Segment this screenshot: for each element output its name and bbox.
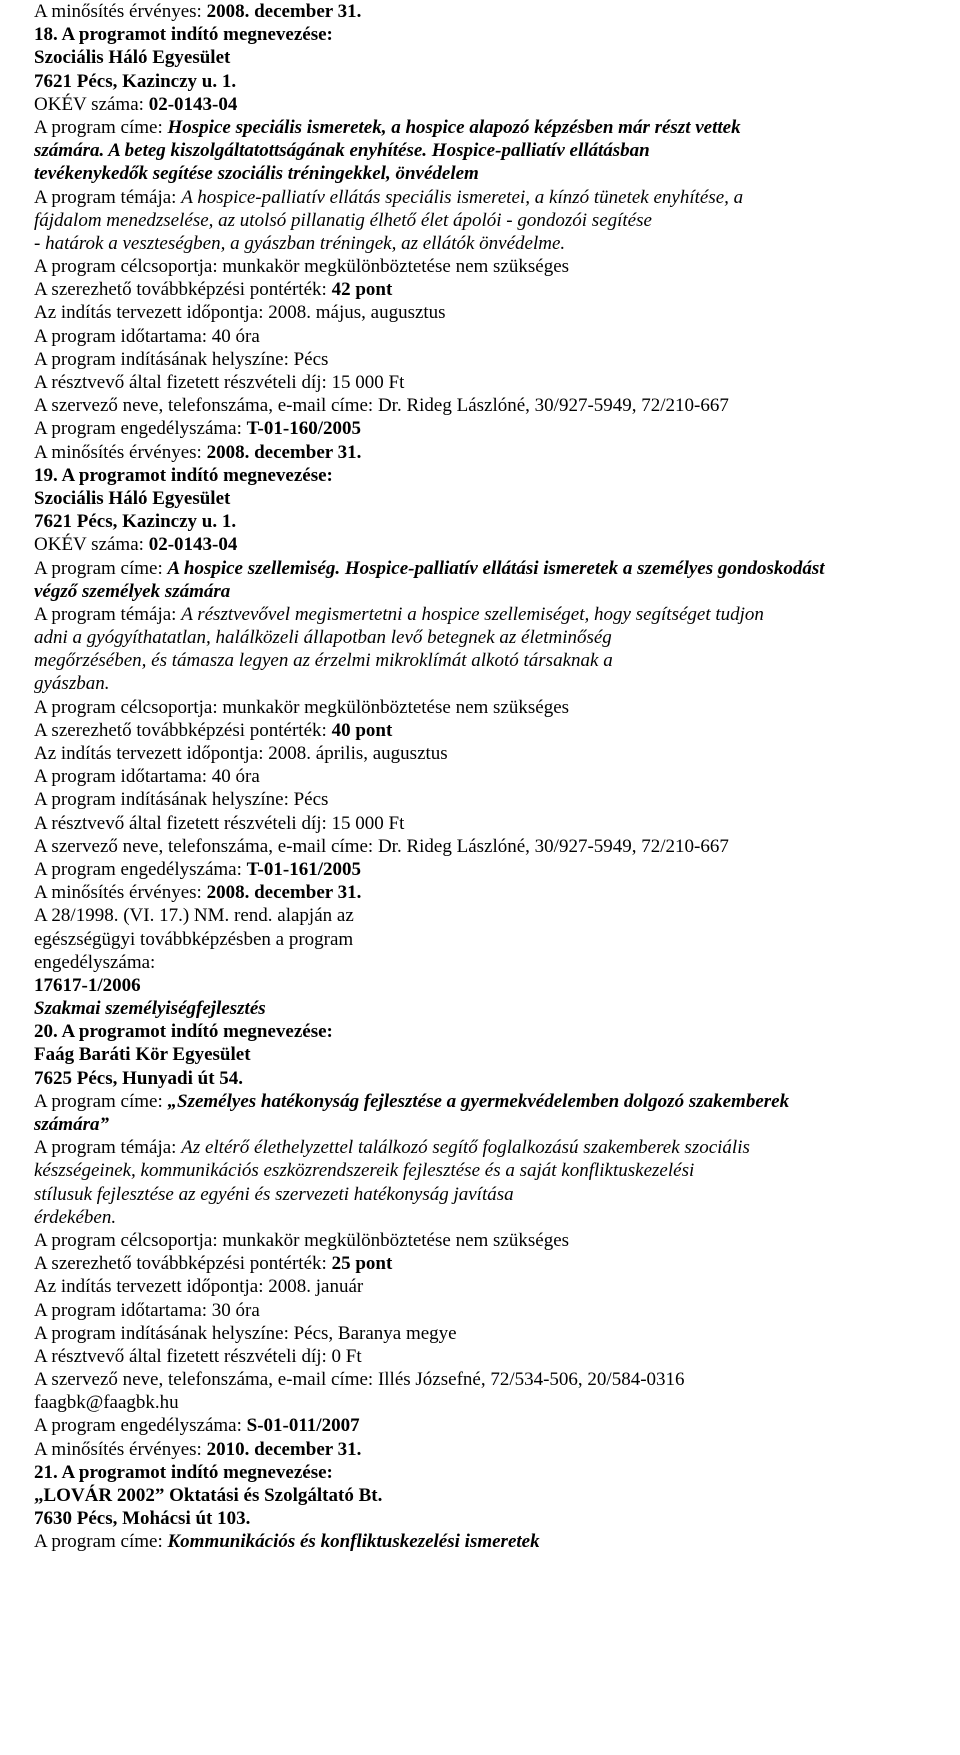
text-line <box>34 580 954 603</box>
text-line <box>34 371 954 394</box>
text-run: A program időtartama: 40 óra <box>34 766 260 788</box>
text-line <box>34 301 954 324</box>
text-run: Az indítás tervezett időpontja: 2008. április, augusztus <box>34 743 448 764</box>
text-run: A 28/1998. (VI. 17.) NM. rend. alapján az <box>34 905 354 927</box>
text-line <box>34 1322 954 1345</box>
text-line <box>34 394 954 417</box>
text-line <box>34 765 954 788</box>
text-line <box>34 1345 954 1368</box>
text-run: Az indítás tervezett időpontja: 2008. május, augusztus <box>34 302 446 324</box>
text-line <box>34 1461 954 1484</box>
text-line <box>34 1530 954 1553</box>
text-run: A szerezhető továbbképzési pontérték: <box>34 1253 332 1275</box>
text-line <box>34 557 954 580</box>
text-line <box>34 325 954 348</box>
text-run: 02-0143-04 <box>148 534 238 556</box>
text-run: OKÉV száma: <box>34 534 149 556</box>
text-line <box>34 232 954 255</box>
text-run: A program engedélyszáma: <box>34 858 247 880</box>
text-run: 2010. december 31. <box>206 1438 362 1460</box>
text-run: 25 pont <box>331 1253 393 1275</box>
text-line <box>34 70 954 93</box>
text-run: A hospice-palliatív ellátás speciális ismeretei, a kínzó tünetek enyhítése, a <box>181 186 744 208</box>
text-run: stílusuk fejlesztése az egyéni és szervezeti hatékonyság javítása <box>34 1183 514 1205</box>
text-run: A program célcsoportja: munkakör megkülönböztetése nem szükséges <box>34 256 570 278</box>
text-run: készségeinek, kommunikációs eszközrendszereik fejlesztése és a saját konfliktuskezelési <box>34 1160 695 1182</box>
text-run: A szerezhető továbbképzési pontérték: <box>34 719 332 741</box>
text-line <box>34 1020 954 1043</box>
text-run: A program címe: <box>34 1531 168 1553</box>
text-run: 2008. december 31. <box>206 1 362 22</box>
text-run: T-01-161/2005 <box>246 858 361 880</box>
text-run: engedélyszáma: <box>34 951 156 973</box>
text-run: számára. A beteg kiszolgáltatottságának enyhítése. Hospice-palliatív ellátásban <box>34 140 650 162</box>
text-line <box>34 93 954 116</box>
text-run: A minősítés érvényes: <box>34 1 207 22</box>
text-line <box>34 278 954 301</box>
text-run: A hospice szellemiség. Hospice-palliatív ellátási ismeretek a személyes gondoskodást <box>167 557 825 579</box>
text-run: - határok a veszteségben, a gyászban tréningek, az ellátók önvédelme. <box>34 232 566 254</box>
text-run: A program címe: <box>34 116 168 138</box>
text-run: A program engedélyszáma: <box>34 418 247 440</box>
text-line <box>34 348 954 371</box>
text-line <box>34 464 954 487</box>
text-line <box>34 417 954 440</box>
text-line <box>34 812 954 835</box>
text-run: gyászban. <box>34 673 110 695</box>
text-line <box>34 1299 954 1322</box>
text-run: A résztvevő által fizetett részvételi díj: 15 000 Ft <box>34 812 405 834</box>
text-line <box>34 1183 954 1206</box>
text-line <box>34 997 954 1020</box>
text-run: T-01-160/2005 <box>246 418 361 440</box>
text-line <box>34 186 954 209</box>
text-line <box>34 1159 954 1182</box>
text-line <box>34 1438 954 1461</box>
text-run: 42 pont <box>331 279 393 301</box>
text-run: A szervező neve, telefonszáma, e-mail címe: Illés Józsefné, 72/534-506, 20/584-0316 <box>34 1369 685 1391</box>
text-line <box>34 858 954 881</box>
text-line <box>34 788 954 811</box>
text-line <box>34 603 954 626</box>
text-line <box>34 255 954 278</box>
text-run: 2008. december 31. <box>206 441 362 463</box>
text-run: egészségügyi továbbképzésben a program <box>34 928 354 950</box>
text-line <box>34 928 954 951</box>
text-run: „LOVÁR 2002” Oktatási és Szolgáltató Bt. <box>34 1485 383 1506</box>
text-line <box>34 46 954 69</box>
text-line <box>34 835 954 858</box>
text-run: A program időtartama: 30 óra <box>34 1299 260 1321</box>
text-run: 18. A programot indító megnevezése: <box>34 24 333 46</box>
text-line <box>34 1229 954 1252</box>
text-line <box>34 1252 954 1275</box>
text-run: A résztvevő által fizetett részvételi díj: 15 000 Ft <box>34 372 405 393</box>
text-line <box>34 139 954 162</box>
text-run: A program címe: <box>34 1090 168 1112</box>
text-run: A szervező neve, telefonszáma, e-mail címe: Dr. Rideg Lászlóné, 30/927-5949, 72/210-667 <box>34 835 729 857</box>
text-run: 19. A programot indító megnevezése: <box>34 464 333 486</box>
text-line <box>34 974 954 997</box>
text-run: A minősítés érvényes: <box>34 1438 207 1460</box>
text-run: 20. A programot indító megnevezése: <box>34 1021 333 1043</box>
text-run: A szerezhető továbbképzési pontérték: <box>34 279 332 301</box>
text-line <box>34 672 954 695</box>
text-run: 7621 Pécs, Kazinczy u. 1. <box>34 70 237 92</box>
text-line <box>34 1484 954 1507</box>
text-line <box>34 742 954 765</box>
text-run: számára” <box>34 1114 109 1135</box>
text-line <box>34 1368 954 1391</box>
text-run: A program időtartama: 40 óra <box>34 325 260 347</box>
text-run: S-01-011/2007 <box>246 1415 360 1437</box>
text-line <box>34 487 954 510</box>
text-run: 7621 Pécs, Kazinczy u. 1. <box>34 511 237 533</box>
text-line <box>34 1206 954 1229</box>
text-run: Az indítás tervezett időpontja: 2008. január <box>34 1276 364 1298</box>
text-run: végző személyek számára <box>34 580 231 602</box>
text-run: Hospice speciális ismeretek, a hospice alapozó képzésben már részt vettek <box>167 116 741 138</box>
text-line <box>34 441 954 464</box>
text-run: A program indításának helyszíne: Pécs, Baranya megye <box>34 1322 457 1344</box>
text-line <box>34 904 954 927</box>
text-run: A program témája: <box>34 186 182 208</box>
text-run: 2008. december 31. <box>206 882 362 904</box>
text-line <box>34 881 954 904</box>
text-run: A minősítés érvényes: <box>34 441 207 463</box>
text-run: érdekében. <box>34 1206 117 1228</box>
text-run: 21. A programot indító megnevezése: <box>34 1461 333 1483</box>
text-line <box>34 951 954 974</box>
text-line <box>34 1113 954 1136</box>
text-run: 7625 Pécs, Hunyadi út 54. <box>34 1067 244 1089</box>
text-line <box>34 1391 954 1414</box>
text-line <box>34 626 954 649</box>
text-line <box>34 649 954 672</box>
text-line <box>34 23 954 46</box>
text-run: A szervező neve, telefonszáma, e-mail címe: Dr. Rideg Lászlóné, 30/927-5949, 72/210-667 <box>34 395 729 417</box>
text-line <box>34 1090 954 1113</box>
text-run: A program indításának helyszíne: Pécs <box>34 348 329 370</box>
text-line <box>34 1067 954 1090</box>
text-line <box>34 1414 954 1437</box>
text-run: Az eltérő élethelyzettel találkozó segítő foglalkozású szakemberek szociális <box>181 1137 750 1159</box>
text-run: Faág Baráti Kör Egyesület <box>34 1044 251 1066</box>
text-run: A program célcsoportja: munkakör megkülönböztetése nem szükséges <box>34 1229 570 1251</box>
text-run: 40 pont <box>331 719 393 741</box>
document-body <box>34 0 954 1554</box>
text-run: A résztvevővel megismertetni a hospice szellemiséget, hogy segítséget tudjon <box>181 603 764 625</box>
text-run: A program engedélyszáma: <box>34 1415 247 1437</box>
text-line <box>34 719 954 742</box>
text-run: A program célcsoportja: munkakör megkülönböztetése nem szükséges <box>34 696 570 718</box>
text-run: „Személyes hatékonyság fejlesztése a gyermekvédelemben dolgozó szakemberek <box>167 1090 790 1112</box>
text-run: Kommunikációs és konfliktuskezelési ismeretek <box>167 1531 540 1553</box>
text-run: adni a gyógyíthatatlan, halálközeli állapotban levő betegnek az életminőség <box>34 627 612 649</box>
text-run: A résztvevő által fizetett részvételi díj: 0 Ft <box>34 1345 362 1367</box>
text-run: OKÉV száma: <box>34 93 149 115</box>
text-run: 17617-1/2006 <box>34 974 141 996</box>
text-line <box>34 0 954 23</box>
text-run: 02-0143-04 <box>148 93 238 115</box>
text-run: A program címe: <box>34 557 168 579</box>
text-run: fájdalom menedzselése, az utolsó pillanatig élhető élet ápolói - gondozói segítése <box>34 209 652 231</box>
text-run: A program témája: <box>34 603 182 625</box>
text-run: Szociális Háló Egyesület <box>34 487 231 509</box>
text-line <box>34 510 954 533</box>
text-line <box>34 1136 954 1159</box>
text-run: A minősítés érvényes: <box>34 882 207 904</box>
text-run: faagbk@faagbk.hu <box>34 1392 179 1414</box>
text-run: 7630 Pécs, Mohácsi út 103. <box>34 1508 251 1530</box>
text-line <box>34 1275 954 1298</box>
text-line <box>34 1507 954 1530</box>
text-run: Szociális Háló Egyesület <box>34 47 231 69</box>
text-run: megőrzésében, és támasza legyen az érzelmi mikroklímát alkotó társaknak a <box>34 650 613 672</box>
text-line <box>34 696 954 719</box>
text-line <box>34 1043 954 1066</box>
text-run: tevékenykedők segítése szociális tréningekkel, önvédelem <box>34 163 479 185</box>
text-line <box>34 162 954 185</box>
text-run: Szakmai személyiségfejlesztés <box>34 998 266 1020</box>
text-line <box>34 209 954 232</box>
text-line <box>34 116 954 139</box>
text-run: A program témája: <box>34 1137 182 1159</box>
text-line <box>34 533 954 556</box>
text-run: A program indításának helyszíne: Pécs <box>34 789 329 811</box>
